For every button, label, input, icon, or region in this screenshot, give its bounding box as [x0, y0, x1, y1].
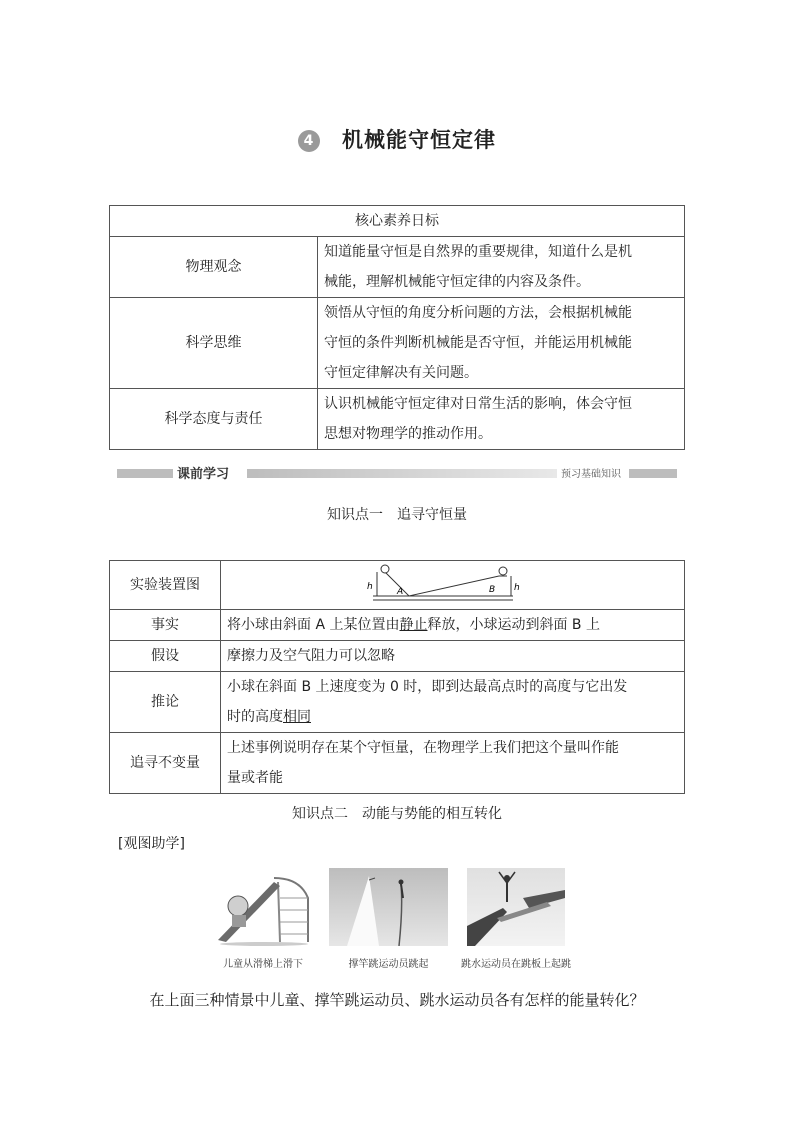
- experiment-table: [109, 560, 685, 794]
- slide-illustration: [214, 868, 312, 946]
- exp-value: [221, 733, 685, 794]
- goal-key: 科学态度与责任: [110, 389, 318, 450]
- section-bar: [117, 465, 677, 481]
- goal-value: [318, 298, 685, 389]
- goal-line: 知道能量守恒是自然界的重要规律，知道什么是机: [324, 244, 632, 260]
- figure-caption: 撑竿跳运动员跳起: [348, 959, 429, 970]
- pole-vault-illustration: [329, 868, 448, 946]
- underlined-term: 相同: [283, 709, 311, 725]
- goals-header: 核心素养日标: [110, 206, 685, 237]
- text-run: 时的高度: [227, 709, 283, 725]
- goal-value: [318, 237, 685, 298]
- exp-key: 实验装置图: [110, 561, 221, 610]
- question-text: 在上面三种情景中儿童、撑竿跳运动员、跳水运动员各有怎样的能量转化？: [149, 991, 645, 1009]
- text-line: 量或者能: [227, 770, 283, 786]
- bar-middle: [247, 469, 557, 478]
- core-goals-table: [109, 205, 685, 450]
- text-line: [227, 702, 678, 732]
- knowledge-point-2: 知识点二 动能与势能的相互转化: [292, 806, 502, 822]
- goal-value: [318, 389, 685, 450]
- exp-value: [221, 672, 685, 733]
- goal-line: 领悟从守恒的角度分析问题的方法，会根据机械能: [324, 305, 632, 321]
- goal-key: 物理观念: [110, 237, 318, 298]
- pole-vault-photo: [329, 868, 448, 946]
- goal-line: 认识机械能守恒定律对日常生活的影响，体会守恒: [324, 396, 632, 412]
- label-b: B: [488, 585, 495, 595]
- figure-caption: 跳水运动员在跳板上起跳: [461, 959, 571, 970]
- title-text: 机械能守恒定律: [342, 128, 496, 152]
- goal-line: 守恒定律解决有关问题。: [324, 365, 478, 381]
- figure-caption: 儿童从滑梯上滑下: [223, 959, 303, 970]
- figure-guide-label: [观图助学]: [118, 836, 185, 852]
- goal-key: 科学思维: [110, 298, 318, 389]
- label-h2: h: [513, 583, 520, 593]
- page-title: [0, 124, 794, 154]
- goal-line: 守恒的条件判断机械能是否守恒，并能运用机械能: [324, 335, 632, 351]
- diving-illustration: [467, 868, 565, 946]
- exp-key: 事实: [110, 610, 221, 641]
- incline-diagram: [353, 562, 553, 608]
- text-run: 将小球由斜面 A 上某位置由: [227, 617, 400, 633]
- section-label: 课前学习: [177, 467, 230, 482]
- bar-right-block: [629, 469, 677, 478]
- text-line: 上述事例说明存在某个守恒量，在物理学上我们把这个量叫作能: [227, 740, 619, 756]
- bar-left-block: [117, 469, 173, 478]
- exp-key: 推论: [110, 672, 221, 733]
- knowledge-point-1: 知识点一 追寻守恒量: [327, 507, 467, 523]
- section-number-badge: 4: [298, 130, 320, 152]
- slide-photo: [214, 868, 312, 946]
- label-h1: h: [366, 582, 373, 592]
- text-run: 释放，小球运动到斜面 B 上: [427, 617, 600, 633]
- exp-key: 追寻不变量: [110, 733, 221, 794]
- label-a: A: [396, 587, 403, 597]
- exp-value: 摩擦力及空气阻力可以忽略: [221, 641, 685, 672]
- text-line: 小球在斜面 B 上速度变为 0 时，即到达最高点时的高度与它出发: [227, 679, 628, 695]
- goal-line: 械能，理解机械能守恒定律的内容及条件。: [324, 274, 590, 290]
- goal-line: 思想对物理学的推动作用。: [324, 426, 492, 442]
- underlined-term: 静止: [399, 617, 428, 633]
- exp-value: [221, 610, 685, 641]
- device-figure-cell: [221, 561, 685, 610]
- diving-photo: [467, 868, 565, 946]
- section-sublabel: 预习基础知识: [561, 469, 621, 480]
- exp-key: 假设: [110, 641, 221, 672]
